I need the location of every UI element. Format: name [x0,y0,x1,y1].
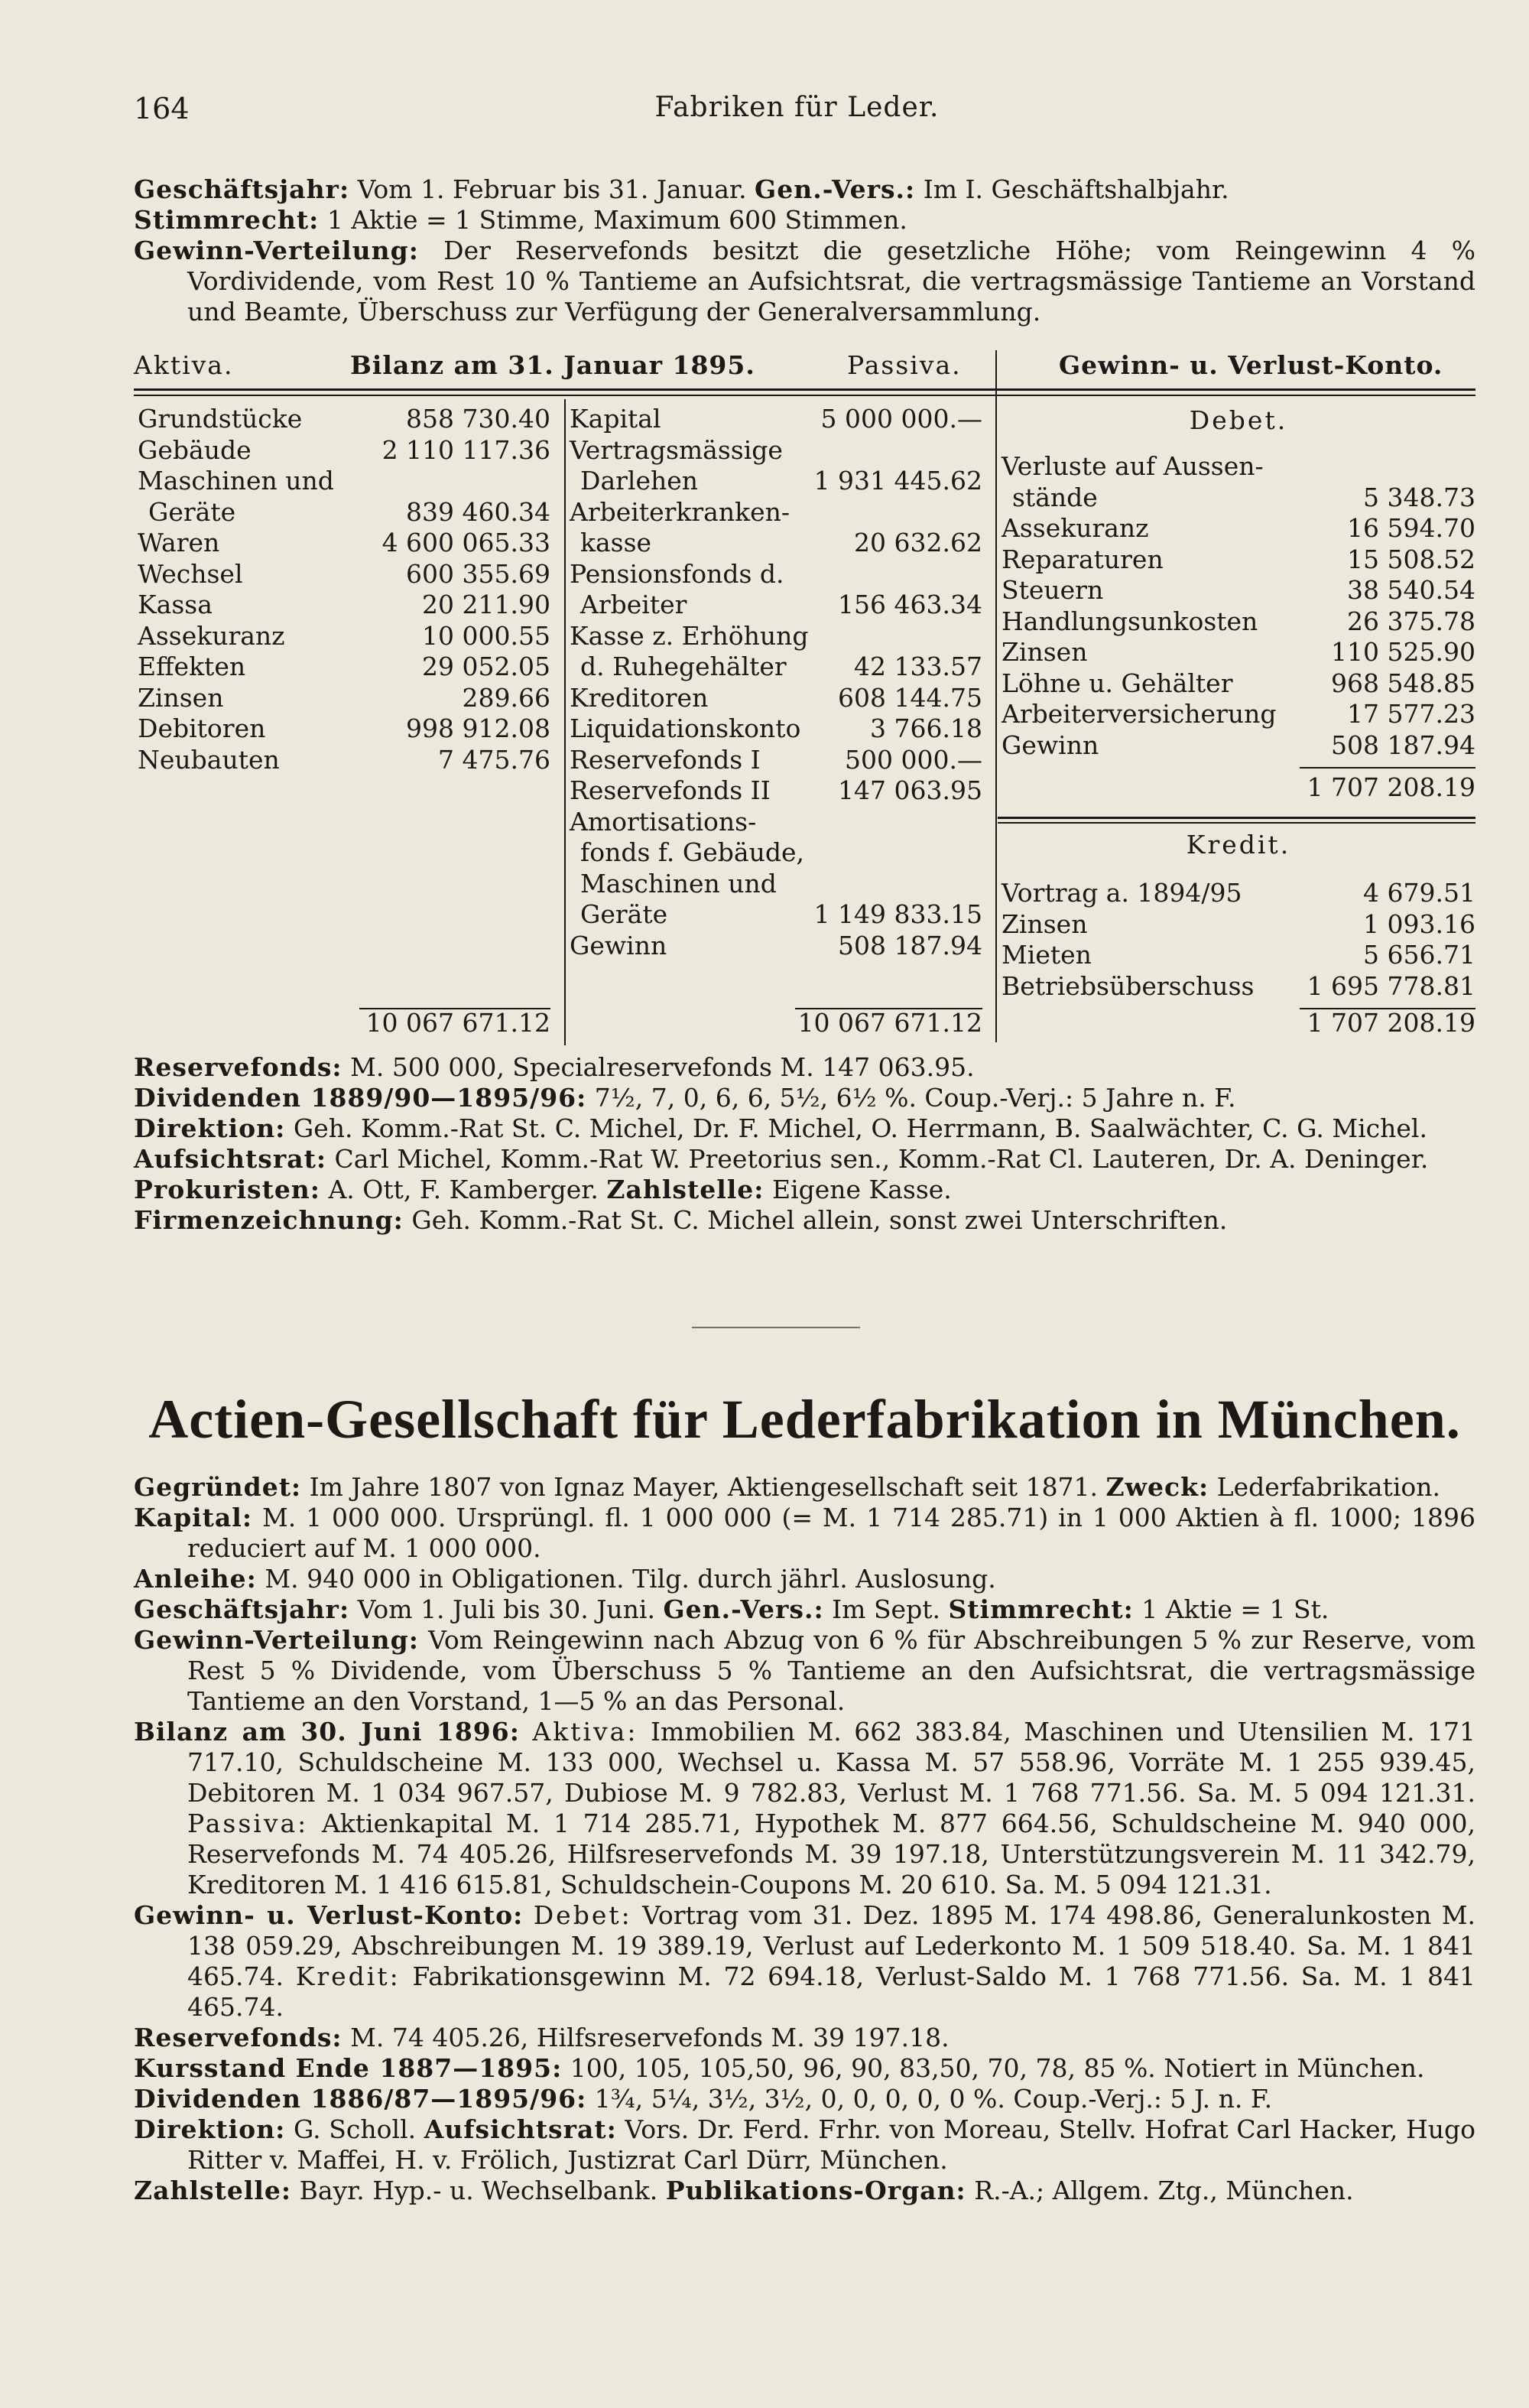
entry-text: R.-A.; Allgem. Ztg., München. [966,2176,1354,2205]
ledger-label: Wechsel [138,558,243,589]
entry-heading: Firmenzeichnung: [134,1205,404,1235]
entry-text: Im I. Geschäftshalbjahr. [915,174,1229,204]
entry-text: Bayr. Hyp.- u. Wechselbank. [291,2176,666,2205]
ledger-row [570,869,982,900]
ledger-row [138,466,550,497]
ledger-row [570,528,982,559]
entry-paragraph [134,1083,1475,1113]
ledger-label: Zinsen [138,682,224,713]
entry-heading: Zweck: [1105,1472,1209,1502]
entry-text: Vom Reingewinn nach Abzug von 6 % für Abschreibungen 5 % zur Reserve, vom Rest 5 % Dividende, vom Überschuss 5 % Tantieme an den Aufsichtsrat, die vertragsmässige Tantieme an den Vorstand, 1—5 % an das Personal. [187,1625,1475,1716]
entry-text: Im Sept. [823,1594,949,1624]
ledger-label: Arbeiterkranken- [570,496,790,527]
company-info-section [134,174,1475,327]
entry-text: Fabrikationsgewinn M. 72 694.18, Verlust-Saldo M. 1 768 771.56. Sa. M. 1 841 465.74. [187,1961,1475,2022]
entry-text: 7½, 7, 0, 6, 6, 5½, 6½ %. Coup.-Verj.: 5 Jahre n. F. [586,1083,1236,1113]
gv-mid-rule [998,817,1475,819]
ledger-label: Kapital [570,404,661,434]
entry-paragraph [134,1564,1475,1594]
ledger-row [138,745,550,776]
ledger-label: Kreditoren [570,682,709,713]
ledger-label: Darlehen [580,466,699,496]
entry-paragraph [134,1594,1475,1625]
kredit-label: Kredit. [1186,830,1291,860]
ledger-row [570,435,982,466]
ledger-label: fonds f. Gebäude, [580,837,804,867]
entry-paragraph [134,1717,1475,1900]
ledger-row [1001,483,1475,514]
passiva-label: Passiva. [847,350,962,380]
ledger-row [570,807,982,838]
entry-heading: Direktion: [134,2114,286,2144]
ledger-label: Gebäude [138,434,252,465]
entry-paragraph [134,1900,1475,2023]
ledger-value: 16 594.70 [1347,513,1475,543]
entry-text: Vortrag vom 31. Dez. 1895 M. 174 498.86, Generalunkosten M. 138 059.29, Abschreibungen M. 19 389.19, Verlust auf Lederkonto M. 1 509 518.40. Sa. M. 1 841 465.74. [187,1900,1475,1991]
ledger-label: Geräte [580,899,668,929]
page-header [134,92,1460,138]
ledger-value: 1 931 445.62 [813,466,982,496]
entry-paragraph [134,2053,1475,2084]
ledger-value: 156 463.34 [838,590,982,619]
ledger-value: 289.66 [462,682,550,713]
aktiva-column [138,404,550,775]
entry-text: Immobilien M. 662 383.84, Maschinen und Utensilien M. 171 717.10, Schuldscheine M. 133 000, Wechsel u. Kassa M. 57 558.96, Vorräte M. 1 255 939.45, Debitoren M. 1 034 967.57, Dubiose M. 9 782.83, Verlust M. 1 768 771.56. Sa. M. 5 094 121.31. [187,1717,1475,1808]
gv-title: Gewinn- u. Verlust-Konto. [1059,350,1443,380]
ledger-row [138,528,550,559]
ledger-row [570,466,982,497]
ledger-label: Amortisations- [570,806,757,837]
debet-column [1001,451,1475,761]
ledger-row [570,652,982,683]
ledger-value: 858 730.40 [406,404,550,434]
ledger-label: Gewinn [570,930,667,960]
entry-text: Geh. Komm.-Rat St. C. Michel, Dr. F. Michel, O. Herrmann, B. Saalwächter, C. G. Michel. [285,1113,1427,1143]
entry-paragraph [134,1205,1475,1236]
entry-heading: Aufsichtsrat: [424,2114,617,2144]
ledger-row [570,404,982,435]
ledger-label: d. Ruhegehälter [580,652,787,681]
ledger-label: Betriebsüberschuss [1001,970,1255,1001]
ledger-row [1001,971,1475,1003]
ledger-label: Effekten [138,652,246,681]
kredit-column [1001,878,1475,1002]
ledger-value: 29 052.05 [422,652,550,681]
entry-heading: Gen.-Vers.: [755,174,916,204]
entry-heading: Publikations-Organ: [665,2176,966,2205]
ledger-value: 3 766.18 [870,713,982,743]
ledger-label: Löhne u. Gehälter [1001,668,1233,698]
entry-text: Der Reservefonds besitzt die gesetzliche Höhe; vom Reingewinn 4 % Vordividende, vom Rest 10 % Tantieme an Aufsichtsrat, die vertragsmässige Tantieme an Vorstand und Beamte, Überschuss zur Verfügung der Generalversammlung. [187,236,1475,327]
entry-heading: Reservefonds: [134,1052,342,1082]
ledger-label: Handlungsunkosten [1001,606,1258,636]
entry-text: Lederfabrikation. [1209,1472,1440,1502]
ledger-label: kasse [580,528,652,557]
entry-heading: Gewinn-Verteilung: [134,236,419,265]
ledger-label: Assekuranz [1001,513,1149,543]
ledger-label: Vertragsmässige [570,434,783,465]
ledger-row [1001,699,1475,730]
ledger-label: Zinsen [1001,908,1088,939]
entry-text: Eigene Kasse. [764,1175,952,1204]
ledger-value: 1 093.16 [1363,908,1475,939]
ledger-value: 508 187.94 [1331,730,1475,760]
page-number: 164 [134,92,190,125]
ledger-row [570,899,982,931]
entry-heading: Anleihe: [134,1564,257,1594]
ledger-row [138,559,550,590]
ledger-label: Maschinen und [580,868,777,899]
ledger-row [138,683,550,714]
gv-mid-rule-2 [998,822,1475,824]
debet-sum-rule [1300,767,1475,769]
ledger-row [1001,544,1475,576]
passiva-total: 10 067 671.12 [797,1008,982,1038]
entry-paragraph [134,174,1475,205]
ledger-label: Grundstücke [138,404,303,434]
company-details-section [134,1052,1475,1236]
ledger-value: 5 000 000.— [820,404,982,434]
entry-paragraph [134,1503,1475,1564]
ledger-value: 42 133.57 [854,652,982,681]
ledger-label: Reparaturen [1001,544,1164,574]
ledger-row [1001,668,1475,700]
ledger-label: Kassa [138,590,213,619]
kredit-total: 1 707 208.19 [1307,1008,1475,1038]
ledger-label: Geräte [148,496,236,527]
entry-text: Vom 1. Februar bis 31. Januar. [349,174,755,204]
ledger-value: 7 475.76 [438,744,550,775]
ledger-label: Waren [138,528,220,557]
entry-heading: Gen.-Vers.: [663,1594,824,1624]
ledger-value: 147 063.95 [838,775,982,805]
entry-text: M. 74 405.26, Hilfsreservefonds M. 39 197.18. [342,2023,950,2052]
entry-heading: Geschäftsjahr: [134,1594,350,1624]
ledger-row [570,590,982,621]
entry-text: M. 500 000, Specialreservefonds M. 147 063.95. [342,1052,975,1082]
ledger-value: 17 577.23 [1347,699,1475,729]
entry-text: Vom 1. Juli bis 30. Juni. [349,1594,664,1624]
balance-divider [564,399,566,1045]
ledger-label: Arbeiter [580,590,687,619]
ledger-row [138,652,550,683]
ledger-value: 500 000.— [845,744,982,775]
ledger-value: 998 912.08 [406,713,550,743]
ledger-label: Steuern [1001,575,1104,605]
ledger-value: 839 460.34 [406,496,550,527]
ledger-label: Reservefonds II [570,775,771,805]
ledger-row [138,590,550,621]
entry-paragraph [134,2084,1475,2114]
entry-paragraph [134,1472,1475,1503]
debet-label: Debet. [1189,405,1288,435]
ledger-row [1001,637,1475,668]
spaced-label: Debet: [533,1900,632,1930]
entry-heading: Direktion: [134,1113,286,1143]
section-separator [692,1327,860,1328]
entry-heading: Bilanz am 30. Juni 1896: [134,1717,520,1747]
spaced-label: Aktiva: [532,1717,638,1747]
ledger-value: 968 548.85 [1331,668,1475,698]
ledger-row [570,931,982,962]
top-rule-2 [134,395,1475,396]
ledger-value: 1 695 778.81 [1307,970,1475,1001]
entry-text: 1¾, 5¼, 3½, 3½, 0, 0, 0, 0, 0 %. Coup.-Verj.: 5 J. n. F. [586,2084,1273,2114]
entry-text: 1 Aktie = 1 St. [1133,1594,1329,1624]
entry-text [523,1900,533,1930]
ledger-row [1001,730,1475,762]
entry-paragraph [134,1144,1475,1175]
ledger-label: Mieten [1001,940,1092,970]
ledger-label: Neubauten [138,744,280,775]
ledger-value: 10 000.55 [422,620,550,651]
ledger-value: 4 600 065.33 [381,528,550,557]
entry-heading: Zahlstelle: [606,1175,764,1204]
ledger-value: 15 508.52 [1347,544,1475,574]
ledger-label: Kasse z. Erhöhung [570,620,809,651]
entry-paragraph [134,1052,1475,1083]
entry-heading: Zahlstelle: [134,2176,292,2205]
entry-heading: Dividenden 1886/87—1895/96: [134,2084,587,2114]
entry-text: Carl Michel, Komm.-Rat W. Preetorius sen., Komm.-Rat Cl. Lauteren, Dr. A. Deninger. [326,1144,1429,1174]
ledger-value: 38 540.54 [1347,575,1475,605]
spaced-label: Passiva: [187,1808,309,1838]
ledger-row [570,497,982,528]
entry-heading: Stimmrecht: [134,205,320,235]
ledger-row [138,621,550,652]
balance-title: Bilanz am 31. Januar 1895. [350,350,755,380]
ledger-value: 5 348.73 [1363,482,1475,512]
entry-text [520,1717,533,1747]
entry-text: Geh. Komm.-Rat St. C. Michel allein, sonst zwei Unterschriften. [403,1205,1228,1235]
entry-text: A. Ott, F. Kamberger. [320,1175,607,1204]
entry-heading: Gewinn-Verteilung: [134,1625,419,1655]
entry-text: M. 1 000 000. Ursprüngl. fl. 1 000 000 (= M. 1 714 285.71) in 1 000 Aktien à fl. 1000; 1896 reduciert auf M. 1 000 000. [187,1503,1475,1563]
entry-heading: Gegründet: [134,1472,302,1502]
entry-text: Vors. Dr. Ferd. Frhr. von Moreau, Stellv. Hofrat Carl Hacker, Hugo Ritter v. Maffei, H. v. Frölich, Justizrat Carl Dürr, München. [187,2114,1476,2175]
ledger-label: Arbeiterversicherung [1001,699,1277,729]
entry-paragraph [134,1625,1475,1717]
ledger-label: Vortrag a. 1894/95 [1001,878,1242,908]
ledger-row [138,404,550,435]
ledger-row [570,683,982,714]
ledger-label: Maschinen und [138,466,334,496]
ledger-row [1001,451,1475,483]
ledger-row [138,497,550,528]
entry-text: M. 940 000 in Obligationen. Tilg. durch jährl. Auslosung. [256,1564,996,1594]
entry-paragraph [134,1113,1475,1144]
entry-paragraph [134,2176,1475,2206]
ledger-value: 4 679.51 [1363,878,1475,908]
ledger-row [570,837,982,869]
ledger-row [1001,909,1475,941]
entry-heading: Gewinn- u. Verlust-Konto: [134,1900,524,1930]
ledger-value: 26 375.78 [1347,606,1475,636]
ledger-row [570,621,982,652]
second-company-section [134,1472,1475,2206]
ledger-label: stände [1012,482,1098,512]
ledger-value: 110 525.90 [1331,637,1475,667]
ledger-value: 5 656.71 [1363,940,1475,970]
entry-heading: Geschäftsjahr: [134,174,350,204]
ledger-label: Gewinn [1001,730,1099,760]
ledger-row [1001,575,1475,606]
ledger-row [570,775,982,807]
entry-heading: Dividenden 1889/90—1895/96: [134,1083,587,1113]
ledger-value: 1 149 833.15 [813,899,982,929]
ledger-row [138,713,550,745]
top-rule [134,388,1475,391]
ledger-value: 2 110 117.36 [381,434,550,465]
ledger-label: Debitoren [138,713,266,743]
entry-paragraph [134,2114,1475,2176]
ledger-label: Pensionsfonds d. [570,558,784,589]
entry-text: Im Jahre 1807 von Ignaz Mayer, Aktiengesellschaft seit 1871. [301,1472,1106,1502]
entry-text: 1 Aktie = 1 Stimme, Maximum 600 Stimmen. [319,205,907,235]
ledger-value: 20 632.62 [854,528,982,557]
passiva-column [570,404,982,961]
entry-paragraph [134,236,1475,327]
entry-paragraph [134,1175,1475,1205]
ledger-label: Verluste auf Aussen- [1001,451,1264,481]
aktiva-label: Aktiva. [134,350,234,380]
entry-paragraph [134,205,1475,236]
ledger-value: 20 211.90 [422,590,550,619]
ledger-row [570,559,982,590]
spaced-label: Kredit: [295,1961,401,1991]
entry-heading: Kursstand Ende 1887—1895: [134,2053,563,2083]
ledger-row [138,435,550,466]
entry-heading: Kapital: [134,1503,253,1532]
entry-heading: Aufsichtsrat: [134,1144,327,1174]
entry-heading: Reservefonds: [134,2023,342,2052]
ledger-label: Liquidationskonto [570,713,801,743]
debet-total: 1 707 208.19 [1307,772,1475,802]
ledger-label: Zinsen [1001,637,1088,667]
entry-text: Aktienkapital M. 1 714 285.71, Hypothek M. 877 664.56, Schuldscheine M. 940 000, Reservefonds M. 74 405.26, Hilfsreservefonds M. 39 197.18, Unterstützungsverein M. 11 342.79, Kreditoren M. 1 416 615.81, Schuldschein-Coupons M. 20 610. Sa. M. 5 094 121.31. [187,1808,1475,1899]
ledger-value: 608 144.75 [838,682,982,713]
ledger-row [1001,940,1475,971]
entry-paragraph [134,2023,1475,2053]
entry-heading: Stimmrecht: [948,1594,1134,1624]
ledger-row [1001,513,1475,544]
entry-heading: Prokuristen: [134,1175,320,1204]
entry-text: G. Scholl. [285,2114,424,2144]
ledger-row [1001,878,1475,909]
ledger-label: Assekuranz [138,620,285,651]
ledger-value: 600 355.69 [406,558,550,589]
ledger-row [570,745,982,776]
gv-divider [995,350,997,1042]
company-title: Actien-Gesellschaft für Lederfabrikation in München. [148,1389,1461,1450]
entry-text: 100, 105, 105,50, 96, 90, 83,50, 70, 78, 85 %. Notiert in München. [562,2053,1425,2083]
ledger-row [570,713,982,745]
ledger-row [1001,606,1475,638]
running-title: Fabriken für Leder. [654,92,940,123]
aktiva-total: 10 067 671.12 [365,1008,550,1038]
ledger-label: Reservefonds I [570,744,761,775]
ledger-value: 508 187.94 [838,930,982,960]
